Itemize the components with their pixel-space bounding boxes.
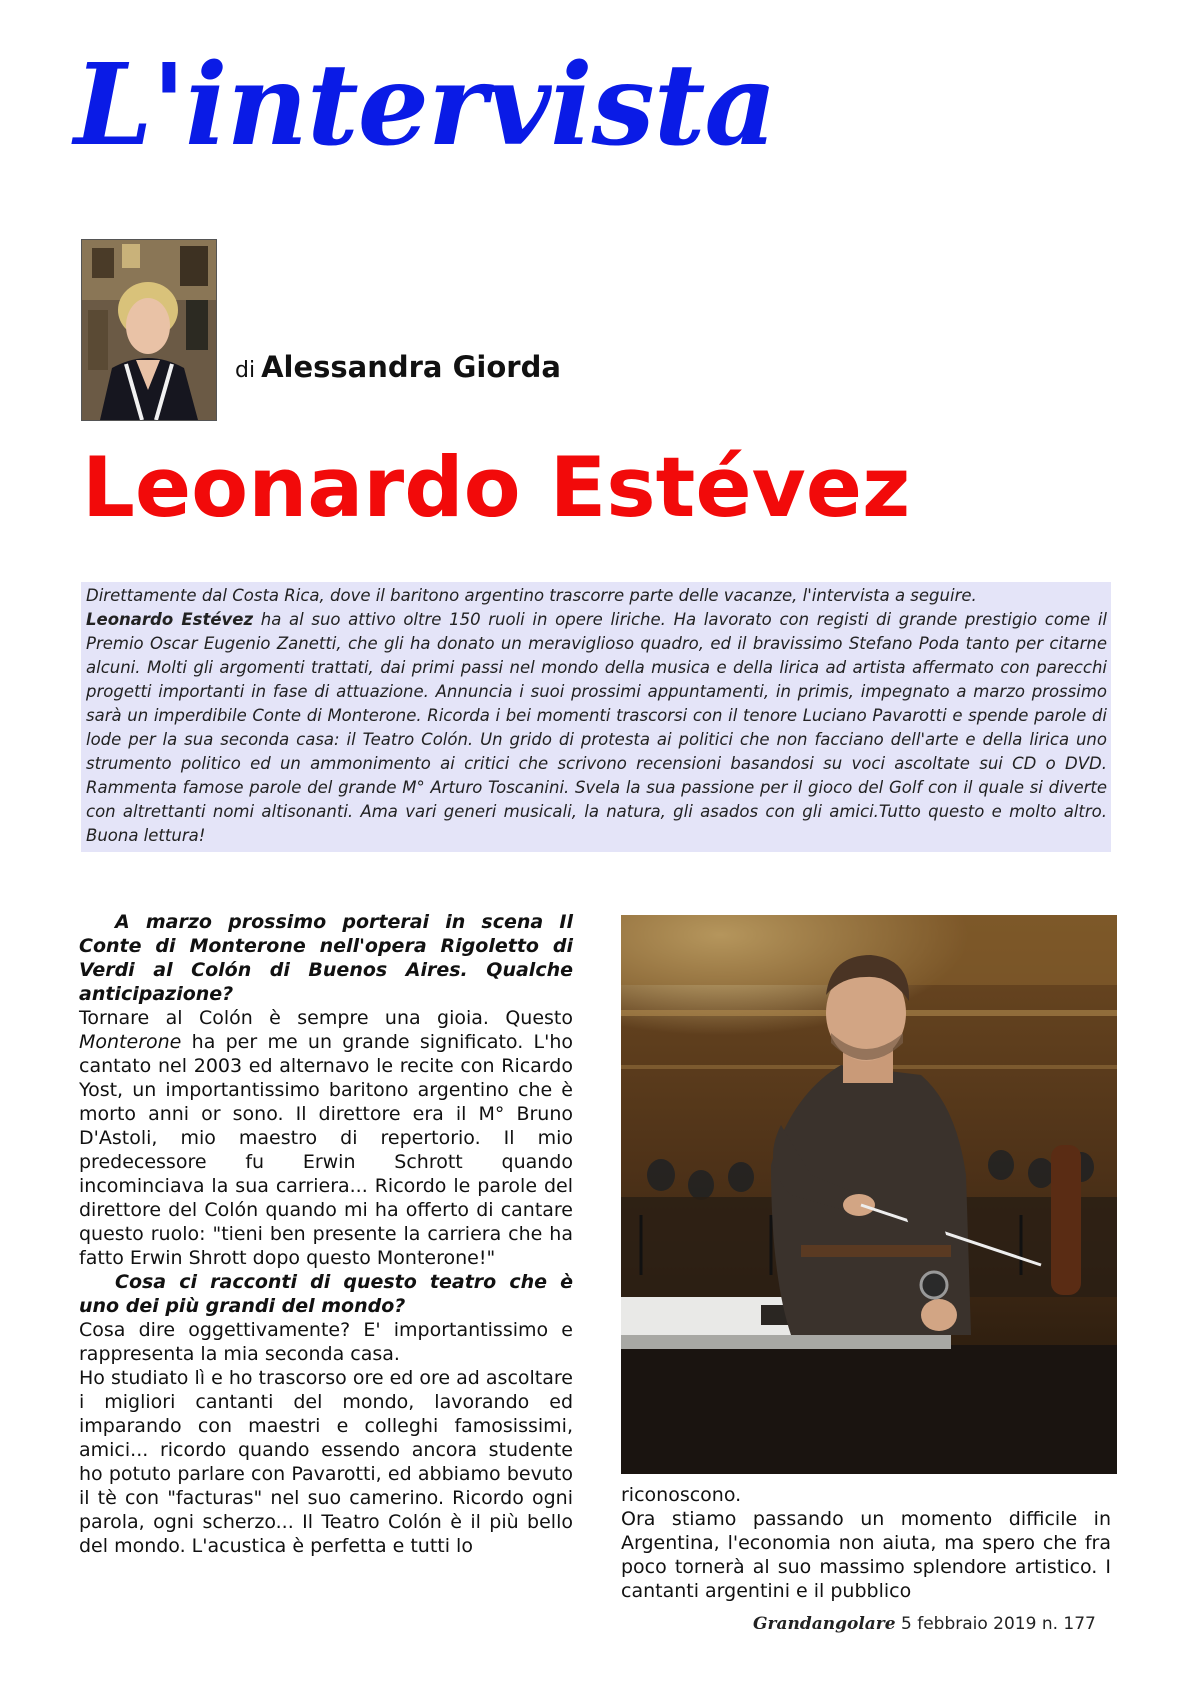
author-photo xyxy=(81,239,217,421)
intro-name: Leonardo Estévez xyxy=(86,610,254,629)
byline xyxy=(235,350,561,384)
byline-author: Alessandra Giorda xyxy=(261,350,561,384)
right-paragraph-1: riconoscono. xyxy=(621,1484,742,1506)
intro-box xyxy=(81,582,1111,852)
stage-photo xyxy=(621,915,1117,1474)
footer-brand: Grandangolare xyxy=(753,1614,896,1634)
answer-1 xyxy=(79,1006,573,1270)
question-2: Cosa ci racconti di questo teatro che è uno dei più grandi del mondo? xyxy=(79,1271,573,1317)
footer xyxy=(753,1614,1096,1634)
answer-1-italic: Monterone xyxy=(79,1031,182,1053)
footer-issue: 5 febbraio 2019 n. 177 xyxy=(901,1614,1096,1634)
answer-2-paragraph-1: Cosa dire oggettivamente? E' importantissimo e rappresenta la mia seconda casa. xyxy=(79,1319,573,1365)
answer-1-end: ha per me un grande significato. L'ho cantato nel 2003 ed alternavo le recite con Ricardo Yost, un importantissimo baritono argentino che è morto anni or sono. Il direttore era il M° Bruno D'Astoli, mio maestro di repertorio. Il mio predecessore fu Erwin Schrott quando incominciava la sua carriera... Ricordo le parole del direttore del Colón quando mi ha offerto di cantare questo ruolo: "tieni ben presente la carriera che ha fatto Erwin Shrott dopo questo Monterone!" xyxy=(79,1031,573,1269)
article-headline: Leonardo Estévez xyxy=(82,439,911,536)
answer-2-paragraph-2: Ho studiato lì e ho trascorso ore ed ore ad ascoltare i migliori cantanti del mondo, lavorando ed imparando con maestri e colleghi famosissimi, amici... ricordo quando essendo ancora studente ho potuto parlare con Pavarotti, ed abbiamo bevuto il tè con "facturas" nel suo camerino. Ricordo ogni parola, ogni scherzo... Il Teatro Colón è il più bello del mondo. L'acustica è perfetta e tutti lo xyxy=(79,1367,573,1557)
byline-prefix: di xyxy=(235,358,256,383)
right-column xyxy=(621,1483,1111,1603)
intro-rest: ha al suo attivo oltre 150 ruoli in opere liriche. Ha lavorato con registi di grande prestigio come il Premio Oscar Eugenio Zanetti, che gli ha donato un meraviglioso quadro, ed il bravissimo Stefano Poda tanto per citarne alcuni. Molti gli argomenti trattati, dai primi passi nel mondo della musica e della lirica ad artista affermato con parecchi progetti importanti in fase di attuazione. Annuncia i suoi prossimi appuntamenti, in primis, impegnato a marzo prossimo sarà un imperdibile Conte di Monterone. Ricorda i bei momenti trascorsi con il tenore Luciano Pavarotti e spende parole di lode per la sua seconda casa: il Teatro Colón. Un grido di protesta ai politici che non facciano dell'arte e della lirica uno strumento politico ed un ammonimento ai critici che scrivono recensioni basandosi su voci ascoltate sui CD o DVD. Rammenta famose parole del grande M° Arturo Toscanini. Svela la sua passione per il gioco del Golf con il quale si diverte con altrettanti nomi altisonanti. Ama vari generi musicali, la natura, gli asados con gli amici.Tutto questo e molto altro. Buona lettura! xyxy=(86,610,1107,845)
masthead-title: L'intervista xyxy=(74,40,776,171)
left-column xyxy=(79,910,573,1558)
answer-1-start: Tornare al Colón è sempre una gioia. Questo xyxy=(79,1007,573,1029)
question-1: A marzo prossimo porterai in scena Il Conte di Monterone nell'opera Rigoletto di Verdi al Colón di Buenos Aires. Qualche anticipazione? xyxy=(79,911,573,1005)
right-paragraph-2: Ora stiamo passando un momento difficile in Argentina, l'economia non aiuta, ma spero che fra poco tornerà al suo massimo splendore artistico. I cantanti argentini e il pubblico xyxy=(621,1508,1111,1602)
intro-lead: Direttamente dal Costa Rica, dove il baritono argentino trascorre parte delle vacanze, l'intervista a seguire. xyxy=(86,586,977,605)
